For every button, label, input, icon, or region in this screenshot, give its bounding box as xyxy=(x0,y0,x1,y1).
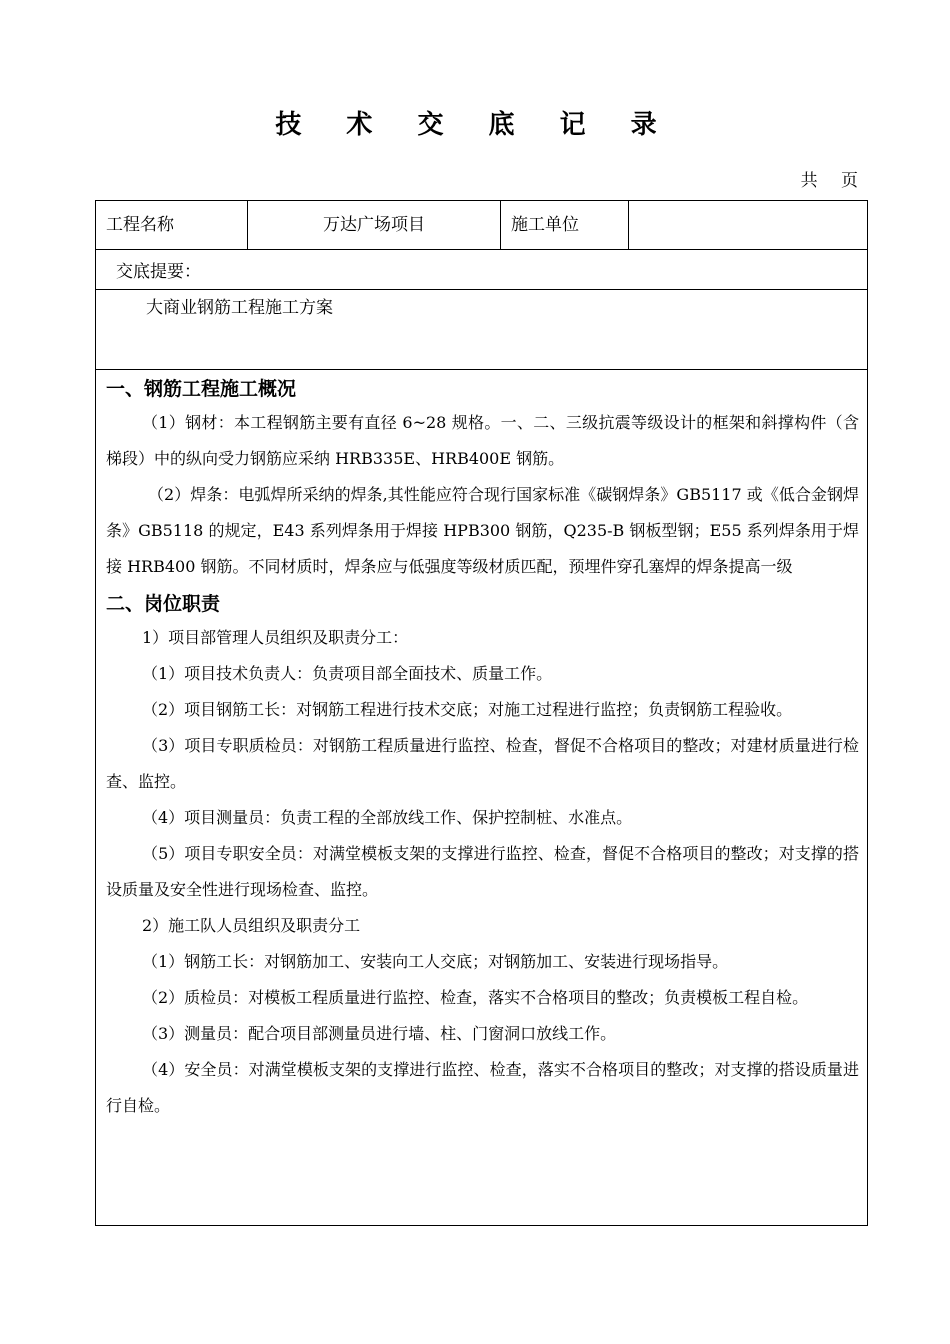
summary-label: 交底提要： xyxy=(116,262,201,282)
paragraph: （2）质检员：对模板工程质量进行监控、检查，落实不合格项目的整改；负责模板工程自检。 xyxy=(142,988,809,1007)
project-info-row xyxy=(96,201,867,250)
contractor-label: 施工单位 xyxy=(501,201,629,249)
paragraph: （1）钢筋工长：对钢筋加工、安装向工人交底；对钢筋加工、安装进行现场指导。 xyxy=(142,952,729,971)
section-heading: 一、钢筋工程施工概况 xyxy=(106,378,297,400)
paragraph: （2）项目钢筋工长：对钢筋工程进行技术交底；对施工过程进行监控；负责钢筋工程验收。 xyxy=(142,700,793,719)
paragraph: （3）项目专职质检员：对钢筋工程质量进行监控、检查，督促不合格项目的整改；对建材质量进行检查、监控。 xyxy=(106,736,859,791)
summary-text-row xyxy=(96,290,867,370)
contractor-value xyxy=(629,201,867,249)
paragraph: （2）焊条：电弧焊所采纳的焊条,其性能应符合现行国家标准《碳钢焊条》GB5117 或《低合金钢焊条》GB5118 的规定，E43 系列焊条用于焊接 HPB300 钢筋，Q235-B 钢板型钢；E55 系列焊条用于焊接 HRB400 钢筋。不同材质时，焊条应与低强度等级材质匹配，预埋件穿孔塞焊的焊条提高一级 xyxy=(106,485,859,576)
section-heading: 二、岗位职责 xyxy=(106,593,221,615)
disclosure-body xyxy=(96,370,867,1225)
summary-text: 大商业钢筋工程施工方案 xyxy=(146,298,333,318)
page-count-label: 共 页 xyxy=(800,171,858,191)
project-name-value: 万达广场项目 xyxy=(248,201,501,249)
summary-label-row xyxy=(96,250,867,290)
project-name-label: 工程名称 xyxy=(96,201,248,249)
paragraph: （5）项目专职安全员：对满堂模板支架的支撑进行监控、检查，督促不合格项目的整改；对支撑的搭设质量及安全性进行现场检查、监控。 xyxy=(106,844,859,899)
paragraph: （3）测量员：配合项目部测量员进行墙、柱、门窗洞口放线工作。 xyxy=(142,1024,617,1043)
paragraph: （4）项目测量员：负责工程的全部放线工作、保护控制桩、水准点。 xyxy=(142,808,633,827)
paragraph: （1）钢材：本工程钢筋主要有直径 6~28 规格。一、二、三级抗震等级设计的框架和斜撑构件（含梯段）中的纵向受力钢筋应采纳 HRB335E、HRB400E 钢筋。 xyxy=(106,413,859,468)
paragraph: 2）施工队人员组织及职责分工 xyxy=(142,916,361,935)
disclosure-form xyxy=(95,200,868,1226)
paragraph: （1）项目技术负责人：负责项目部全面技术、质量工作。 xyxy=(142,664,553,683)
paragraph: （4）安全员：对满堂模板支架的支撑进行监控、检查，落实不合格项目的整改；对支撑的搭设质量进行自检。 xyxy=(106,1060,859,1115)
document-title: 技 术 交 底 记 录 xyxy=(275,110,675,140)
paragraph: 1）项目部管理人员组织及职责分工： xyxy=(142,628,409,647)
